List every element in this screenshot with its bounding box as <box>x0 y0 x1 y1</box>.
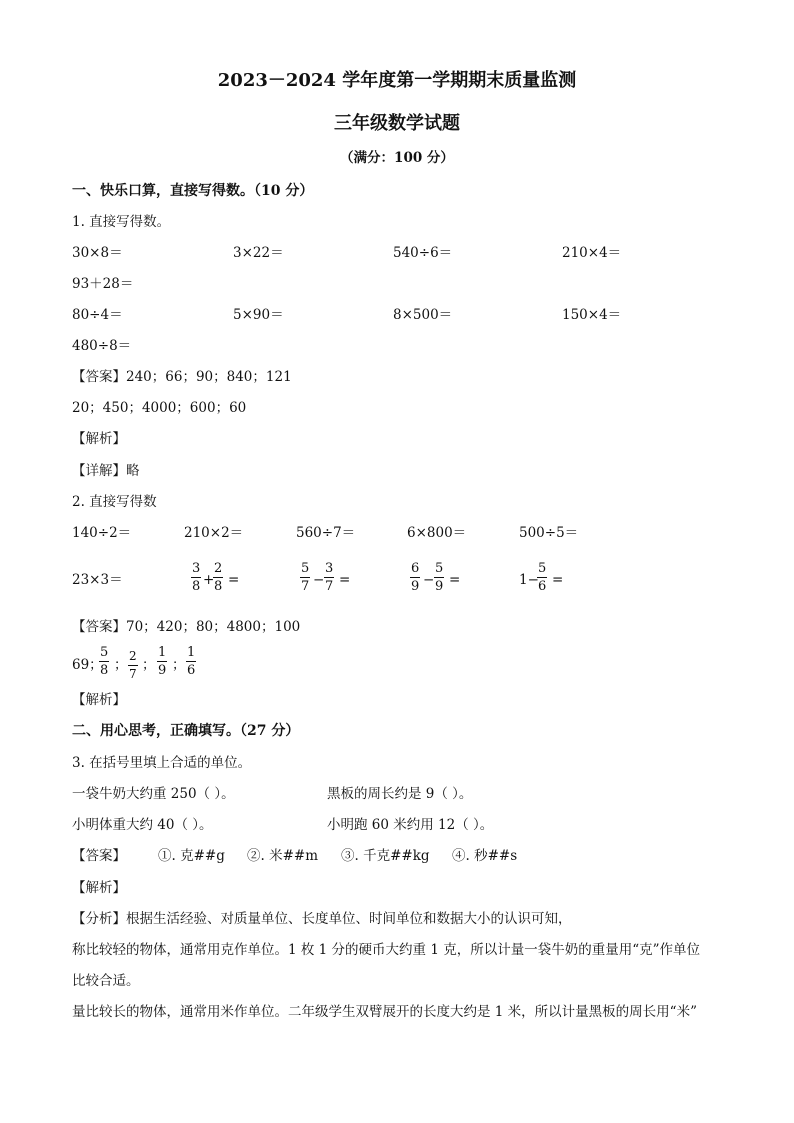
q3-item: 小明跑 60 米约用 12（ ）。 <box>327 817 494 833</box>
q1-item: 540÷6＝ <box>393 245 453 261</box>
equals: = <box>228 572 240 588</box>
fraction <box>213 561 223 594</box>
numerator: 2 <box>129 649 137 663</box>
fraction <box>410 561 420 594</box>
fraction <box>300 561 310 594</box>
full-score: （满分：100 分） <box>340 150 454 166</box>
separator: ； <box>114 657 128 673</box>
denominator: 8 <box>100 663 109 678</box>
q3-answer: ④. 秒##s <box>452 848 518 864</box>
q3-item: 小明体重大约 40（ ）。 <box>72 817 213 833</box>
answer-text: 70；420；80；4800；100 <box>126 619 301 635</box>
q1-detail <box>72 463 140 479</box>
answer-text: 240；66；90；840；121 <box>126 369 292 385</box>
q3-analysis-tag: 【解析】 <box>72 880 126 896</box>
prefix: 1− <box>519 572 539 588</box>
q1-item: 30×8＝ <box>72 245 123 261</box>
denominator: 8 <box>192 579 201 594</box>
q1-answer-line2: 20；450；4000；600；60 <box>72 400 247 416</box>
answer-fraction <box>128 649 138 682</box>
numerator: 5 <box>538 561 547 576</box>
analysis-line: 称比较轻的物体，通常用克作单位。1 枚 1 分的硬币大约重 1 克，所以计量一袋牛奶的重量用“克”作单位 <box>72 942 701 958</box>
denominator: 7 <box>301 579 310 594</box>
detail-tag: 【详解】 <box>72 463 126 479</box>
q1-item: 8×500＝ <box>393 307 453 323</box>
detail-text: 略 <box>126 463 140 479</box>
fraction <box>537 561 547 594</box>
answer-tag: 【答案】 <box>72 619 126 635</box>
answer-prefix: 69； <box>72 657 103 673</box>
separator: ； <box>172 657 186 673</box>
numerator: 1 <box>187 645 196 660</box>
numerator: 6 <box>411 561 420 576</box>
q2-answer <box>72 619 300 635</box>
page-title: 2023－2024 学年度第一学期期末质量监测 <box>217 70 577 91</box>
analysis-line: 比较合适。 <box>72 973 140 989</box>
q3-answer: ①. 克##g <box>158 848 225 864</box>
q3-answer: ③. 千克##kg <box>341 848 430 864</box>
denominator: 9 <box>411 579 420 594</box>
q1-item: 210×4＝ <box>562 245 622 261</box>
q3-item: 一袋牛奶大约重 250（ ）。 <box>72 786 235 802</box>
q2-item: 560÷7＝ <box>296 525 356 541</box>
answer-fraction <box>186 645 196 678</box>
numerator: 1 <box>158 645 167 660</box>
denominator: 6 <box>538 579 547 594</box>
q3-answer: ②. 米##m <box>247 848 319 864</box>
equals: = <box>339 572 351 588</box>
q1-item: 5×90＝ <box>233 307 284 323</box>
equals: = <box>449 572 461 588</box>
q1-analysis-tag: 【解析】 <box>72 431 126 447</box>
q2-item: 140÷2＝ <box>72 525 132 541</box>
q1-item: 480÷8＝ <box>72 338 132 354</box>
q1-item: 3×22＝ <box>233 245 284 261</box>
q3-prompt: 3. 在括号里填上合适的单位。 <box>72 755 252 771</box>
answer-fraction <box>99 645 109 678</box>
q3-item: 黑板的周长约是 9（ ）。 <box>327 786 473 802</box>
q2-item: 23×3＝ <box>72 572 123 588</box>
denominator: 6 <box>187 663 196 678</box>
numerator: 3 <box>325 561 334 576</box>
q1-answer <box>72 369 292 385</box>
page-subtitle: 三年级数学试题 <box>334 113 460 134</box>
q2-analysis-tag: 【解析】 <box>72 692 126 708</box>
numerator: 2 <box>214 561 223 576</box>
denominator: 9 <box>435 579 444 594</box>
denominator: 9 <box>158 663 167 678</box>
denominator: 7 <box>129 667 137 681</box>
equals: = <box>552 572 564 588</box>
q2-item: 6×800＝ <box>407 525 467 541</box>
q1-prompt: 1. 直接写得数。 <box>72 214 171 230</box>
q2-prompt: 2. 直接写得数 <box>72 494 157 510</box>
fraction <box>324 561 334 594</box>
analysis-line: 量比较长的物体，通常用米作单位。二年级学生双臂展开的长度大约是 1 米，所以计量黑板的周长用“米” <box>72 1004 697 1020</box>
answer-tag: 【答案】 <box>72 369 126 385</box>
separator: ； <box>142 657 156 673</box>
q2-item: 500÷5＝ <box>519 525 579 541</box>
q3-answer-tag: 【答案】 <box>72 848 126 864</box>
analysis-line: 【分析】根据生活经验、对质量单位、长度单位、时间单位和数据大小的认识可知， <box>72 911 572 927</box>
denominator: 7 <box>325 579 334 594</box>
numerator: 3 <box>192 561 201 576</box>
section1-heading: 一、快乐口算，直接写得数。（10 分） <box>72 183 314 199</box>
numerator: 5 <box>435 561 444 576</box>
fraction <box>434 561 444 594</box>
denominator: 8 <box>214 579 223 594</box>
q2-item: 210×2＝ <box>184 525 244 541</box>
q1-item: 93＋28＝ <box>72 276 134 292</box>
section2-heading: 二、用心思考，正确填写。（27 分） <box>72 723 300 739</box>
fraction <box>191 561 201 594</box>
numerator: 5 <box>301 561 310 576</box>
numerator: 5 <box>100 645 109 660</box>
operator: − <box>313 572 325 588</box>
answer-fraction <box>157 645 167 678</box>
operator: − <box>423 572 435 588</box>
operator: + <box>203 572 215 588</box>
q1-item: 80÷4＝ <box>72 307 123 323</box>
q1-item: 150×4＝ <box>562 307 622 323</box>
